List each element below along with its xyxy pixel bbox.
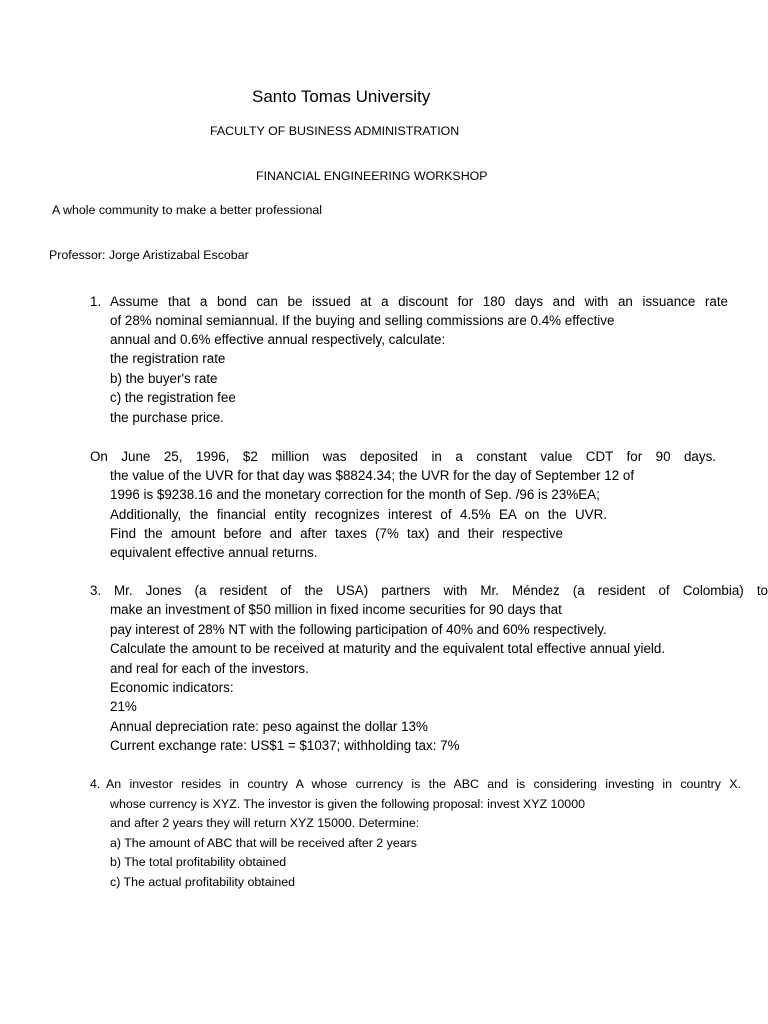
question-3-number: 3. — [90, 583, 102, 598]
question-2-line-4: Additionally, the financial entity recognizes interest of 4.5% EA on the UVR. — [110, 507, 607, 522]
question-2-line-6: equivalent effective annual returns. — [110, 545, 318, 560]
motto: A whole community to make a better professional — [52, 203, 322, 217]
professor-line: Professor: Jorge Aristizabal Escobar — [49, 248, 249, 262]
question-4-number: 4. — [90, 777, 101, 791]
question-3-line-5: and real for each of the investors. — [110, 661, 309, 676]
question-1-line-3: annual and 0.6% effective annual respectively, calculate: — [110, 332, 446, 347]
university-title: Santo Tomas University — [252, 87, 431, 106]
question-3-line-1: Mr. Jones (a resident of the USA) partners with Mr. Méndez (a resident of Colombia) to — [114, 583, 768, 598]
question-2-line-2: the value of the UVR for that day was $8824.34; the UVR for the day of September 12 of — [110, 468, 635, 483]
question-3-line-3: pay interest of 28% NT with the following participation of 40% and 60% respectively. — [110, 622, 607, 637]
question-1-number: 1. — [90, 294, 102, 309]
question-3-line-7: 21% — [110, 699, 137, 714]
question-1-line-6: c) the registration fee — [110, 390, 236, 405]
question-1-line-7: the purchase price. — [110, 410, 224, 425]
question-1-line-1: Assume that a bond can be issued at a discount for 180 days and with an issuance rate — [110, 294, 728, 309]
faculty-heading: FACULTY OF BUSINESS ADMINISTRATION — [210, 124, 460, 138]
question-4-line-3: and after 2 years they will return XYZ 15000. Determine: — [110, 816, 420, 830]
question-4-line-2: whose currency is XYZ. The investor is given the following proposal: invest XYZ 10000 — [110, 797, 585, 811]
question-3-line-4: Calculate the amount to be received at maturity and the equivalent total effective annual yield. — [110, 641, 666, 656]
question-2-line-3: 1996 is $9238.16 and the monetary correction for the month of Sep. /96 is 23%EA; — [110, 487, 600, 502]
question-2-line-5: Find the amount before and after taxes (7% tax) and their respective — [110, 526, 563, 541]
workshop-heading: FINANCIAL ENGINEERING WORKSHOP — [256, 169, 488, 183]
question-1-line-5: b) the buyer's rate — [110, 371, 218, 386]
question-4-line-4: a) The amount of ABC that will be received after 2 years — [110, 836, 417, 850]
question-3-line-8: Annual depreciation rate: peso against the dollar 13% — [110, 719, 428, 734]
question-4-line-5: b) The total profitability obtained — [110, 855, 287, 869]
question-3-line-2: make an investment of $50 million in fixed income securities for 90 days that — [110, 602, 562, 617]
question-1-line-2: of 28% nominal semiannual. If the buying and selling commissions are 0.4% effective — [110, 313, 615, 328]
question-4-line-6: c) The actual profitability obtained — [110, 875, 296, 889]
question-3-line-9: Current exchange rate: US$1 = $1037; withholding tax: 7% — [110, 738, 460, 753]
question-2-line-1: On June 25, 1996, $2 million was deposited in a constant value CDT for 90 days. — [90, 449, 716, 464]
question-1-line-4: the registration rate — [110, 351, 226, 366]
question-3-line-6: Economic indicators: — [110, 680, 234, 695]
question-4-line-1: An investor resides in country A whose currency is the ABC and is considering investing in country X. — [106, 777, 741, 791]
